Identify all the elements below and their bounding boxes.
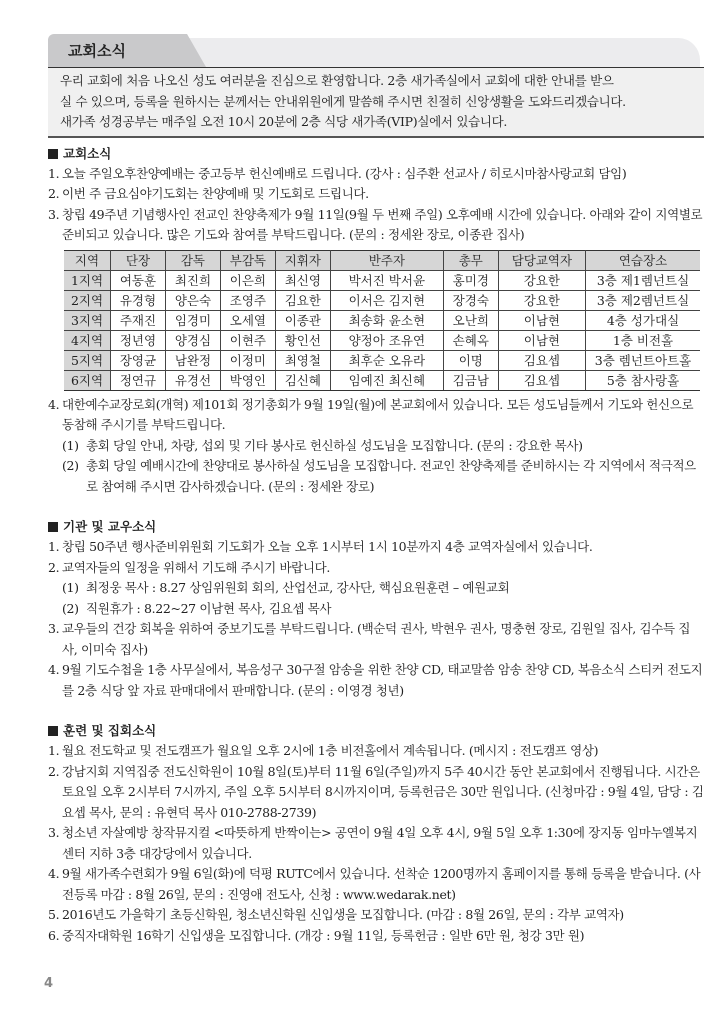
item-text: 청소년 자살예방 창작뮤지컬 <따뜻하게 반짝이는> 공연이 9월 4일 오후 4시, 9월 5일 오후 1:30에 장지동 임마누엘복지센터 지하 3층 대강당에서 있습니다. <box>62 825 698 861</box>
cell: 양경심 <box>165 330 220 350</box>
column-header: 연습장소 <box>586 250 701 270</box>
cell: 이종관 <box>275 310 330 330</box>
cell: 양정아 조유연 <box>330 330 443 350</box>
cell: 박서진 박서윤 <box>330 270 443 290</box>
column-header: 부감독 <box>220 250 275 270</box>
item-text: 2016년도 가을학기 초등신학원, 청소년신학원 신입생을 모집합니다. (마감 : 8월 26일, 문의 : 각부 교역자) <box>62 907 624 922</box>
welcome-line: 우리 교회에 처음 나오신 성도 여러분을 진심으로 환영합니다. 2층 새가족실에서 교회에 대한 안내를 받으 <box>60 73 614 88</box>
list-item <box>48 864 704 905</box>
column-header: 반주자 <box>330 250 443 270</box>
column-header: 지휘자 <box>275 250 330 270</box>
organizations-list <box>48 537 704 701</box>
cell: 최후순 오유라 <box>330 350 443 370</box>
sub-item-text: 직원휴가 : 8.22~27 이남현 목사, 김요셉 목사 <box>86 600 332 616</box>
section-title: 교회소식 <box>63 145 112 161</box>
welcome-box <box>48 67 704 138</box>
cell: 3층 제2렘넌트실 <box>586 290 701 310</box>
item-number: 6. <box>48 927 60 943</box>
cell: 임경미 <box>165 310 220 330</box>
list-item <box>48 558 704 579</box>
item-text: 오늘 주일오후찬양예배는 중고등부 헌신예배로 드립니다. (강사 : 심주환 선교사 / 히로시마참사랑교회 담임) <box>62 165 627 181</box>
list-item <box>48 823 704 864</box>
cell: 김금남 <box>443 370 498 390</box>
list-item <box>48 660 704 701</box>
cell: 정연규 <box>111 370 166 390</box>
square-bullet-icon <box>48 522 58 532</box>
cell: 여동훈 <box>111 270 166 290</box>
cell: 황인선 <box>275 330 330 350</box>
item-number: 2. <box>48 559 60 575</box>
page-title: 교회소식 <box>68 42 126 60</box>
cell: 김요셉 <box>498 370 585 390</box>
cell: 3층 제1렘넌트실 <box>586 270 701 290</box>
sub-item-number: (1) <box>62 580 79 595</box>
column-header: 담당교역자 <box>498 250 585 270</box>
cell: 이남현 <box>498 330 585 350</box>
item-text: 월요 전도학교 및 전도캠프가 월요일 오후 2시에 1층 비전홀에서 계속됩니다. (메시지 : 전도캠프 영상) <box>62 743 599 758</box>
cell: 강요한 <box>498 270 585 290</box>
table-row <box>64 310 700 330</box>
section-header-bar <box>48 34 704 67</box>
cell: 임예진 최신혜 <box>330 370 443 390</box>
list-item <box>48 537 704 558</box>
cell: 4지역 <box>64 330 111 350</box>
item-text: 강남지회 지역집중 전도신학원이 10월 8일(토)부터 11월 6일(주일)까지 5주 40시간 동안 본교회에서 진행됩니다. 시간은 토요일 오후 2시부터 7시까지, 주일 오후 5시부터 8시까지이며, 등록헌금은 30만 원입니다. (신청마감 : 9월 4일, 담당 : 김요셉 목사, 문의 : 유현덕 목사 010-2788-2739) <box>62 763 704 820</box>
table-row <box>64 350 700 370</box>
cell: 손혜옥 <box>443 330 498 350</box>
list-item <box>48 619 704 660</box>
cell: 최송화 윤소현 <box>330 310 443 330</box>
cell: 최진희 <box>165 270 220 290</box>
welcome-line: 새가족 성경공부는 매주일 오전 10시 20분에 2층 식당 새가족(VIP)실에서 있습니다. <box>60 114 508 129</box>
item-number: 3. <box>48 206 60 222</box>
item-text: 이번 주 금요심야기도회는 찬양예배 및 기도회로 드립니다. <box>62 186 369 201</box>
cell: 강요한 <box>498 290 585 310</box>
section-title: 훈련 및 집회소식 <box>63 723 157 738</box>
item-text: 중직자대학원 16학기 신입생을 모집합니다. (개강 : 9월 11일, 등록헌금 : 일반 6만 원, 청강 3만 원) <box>62 927 585 943</box>
sub-item <box>48 578 704 599</box>
cell: 주재진 <box>111 310 166 330</box>
list-item <box>48 164 704 185</box>
training-list <box>48 741 704 946</box>
cell: 6지역 <box>64 370 111 390</box>
cell: 김요셉 <box>498 350 585 370</box>
cell: 3지역 <box>64 310 111 330</box>
cell: 장영균 <box>111 350 166 370</box>
item-text: 창립 49주년 기념행사인 전교인 찬양축제가 9월 11일(9월 두 번째 주일) 오후예배 시간에 있습니다. 아래와 같이 지역별로 준비되고 있습니다. 많은 기도와 참여를 부탁드립니다. (문의 : 정세완 장로, 이종관 집사) <box>62 206 703 242</box>
square-bullet-icon <box>48 149 58 159</box>
item-text: 창립 50주년 행사준비위원회 기도회가 오늘 오후 1시부터 1시 10분까지 4층 교역자실에서 있습니다. <box>62 539 593 554</box>
cell: 이은희 <box>220 270 275 290</box>
square-bullet-icon <box>48 726 58 736</box>
item-number: 3. <box>48 825 60 840</box>
cell: 오난희 <box>443 310 498 330</box>
table-row <box>64 270 700 290</box>
table-row <box>64 330 700 350</box>
cell: 오세열 <box>220 310 275 330</box>
cell: 조영주 <box>220 290 275 310</box>
sub-item-text: 총회 당일 안내, 차량, 섭외 및 기타 봉사로 헌신하실 성도님을 모집합니다. (문의 : 강요한 목사) <box>86 437 583 453</box>
section-heading-church-news <box>48 144 704 164</box>
list-item <box>48 741 704 762</box>
table-header-row <box>64 250 700 270</box>
sub-item <box>48 456 704 497</box>
item-number: 1. <box>48 743 60 758</box>
item-number: 4. <box>48 396 60 412</box>
church-news-list <box>48 164 704 246</box>
cell: 1지역 <box>64 270 111 290</box>
newsletter-page <box>48 34 704 946</box>
cell: 유경선 <box>165 370 220 390</box>
item-number: 2. <box>48 763 60 779</box>
column-header: 단장 <box>111 250 166 270</box>
region-choir-table <box>64 250 700 391</box>
item-number: 3. <box>48 621 60 636</box>
section-heading-organizations <box>48 517 704 537</box>
section-heading-training <box>48 721 704 741</box>
cell: 4층 성가대실 <box>586 310 701 330</box>
sub-item-number: (1) <box>62 437 79 453</box>
cell: 2지역 <box>64 290 111 310</box>
item-number: 1. <box>48 165 60 181</box>
page-number: 4 <box>44 976 54 991</box>
list-item <box>48 184 704 205</box>
cell: 남완정 <box>165 350 220 370</box>
cell: 3층 렘넌트아트홀 <box>586 350 701 370</box>
sub-item <box>48 599 704 620</box>
item-text: 교역자들의 일정을 위해서 기도해 주시기 바랍니다. <box>62 559 330 575</box>
section-title: 기관 및 교우소식 <box>63 519 157 534</box>
item-text: 9월 새가족수련회가 9월 6일(화)에 덕평 RUTC에서 있습니다. 선착순 1200명까지 홈페이지를 통해 등록을 받습니다. (사전등록 마감 : 8월 26일, 문의 : 진영애 전도사, 신청 : www.wedarak.net) <box>62 866 701 902</box>
cell: 5지역 <box>64 350 111 370</box>
sub-item <box>48 436 704 457</box>
sub-item-number: (2) <box>62 458 79 473</box>
table-row <box>64 370 700 390</box>
cell: 김요한 <box>275 290 330 310</box>
column-header: 감독 <box>165 250 220 270</box>
item-number: 4. <box>48 662 60 677</box>
item-text: 교우들의 건강 회복을 위하여 중보기도를 부탁드립니다. (백순덕 권사, 박현우 권사, 명충현 장로, 김원일 집사, 김수득 집사, 이미숙 집사) <box>62 621 691 657</box>
cell: 최영철 <box>275 350 330 370</box>
list-item <box>48 926 704 947</box>
list-item <box>48 905 704 926</box>
cell: 장경숙 <box>443 290 498 310</box>
cell: 홍미경 <box>443 270 498 290</box>
cell: 이정미 <box>220 350 275 370</box>
sub-item-text: 총회 당일 예배시간에 찬양대로 봉사하실 성도님을 모집합니다. 전교인 찬양축제를 준비하시는 각 지역에서 적극적으로 참여해 주시면 감사하겠습니다. (문의 : 정세완 장로) <box>86 458 696 494</box>
sub-item-text: 최정웅 목사 : 8.27 상임위원회 회의, 산업선교, 강사단, 핵심요원훈련 – 예원교회 <box>86 580 510 595</box>
item-number: 5. <box>48 907 60 922</box>
cell: 이현주 <box>220 330 275 350</box>
cell: 1층 비전홀 <box>586 330 701 350</box>
general-assembly-item <box>48 395 704 498</box>
cell: 정년영 <box>111 330 166 350</box>
item-text: 9월 기도수첩을 1층 사무실에서, 복음성구 30구절 암송을 위한 찬양 CD, 태교말씀 암송 찬양 CD, 복음소식 스티커 전도지를 2층 식당 앞 자료 판매대에서 판매합니다. (문의 : 이영경 청년) <box>62 662 703 698</box>
welcome-line: 실 수 있으며, 등록을 원하시는 분께서는 안내위원에게 말씀해 주시면 친절히 신앙생활을 도와드리겠습니다. <box>60 93 626 109</box>
cell: 5층 참사랑홀 <box>586 370 701 390</box>
list-item <box>48 205 704 246</box>
cell: 유경형 <box>111 290 166 310</box>
sub-item-number: (2) <box>62 600 79 616</box>
item-number: 2. <box>48 186 60 201</box>
item-text: 대한예수교장로회(개혁) 제101회 정기총회가 9월 19일(월)에 본교회에서 있습니다. 모든 성도님들께서 기도와 헌신으로 동참해 주시기를 부탁드립니다. <box>62 396 694 432</box>
list-item <box>48 762 704 824</box>
item-number: 4. <box>48 866 60 881</box>
list-item <box>48 395 704 436</box>
table-row <box>64 290 700 310</box>
cell: 이서은 김지현 <box>330 290 443 310</box>
cell: 최신영 <box>275 270 330 290</box>
cell: 양은숙 <box>165 290 220 310</box>
column-header: 총무 <box>443 250 498 270</box>
cell: 김신혜 <box>275 370 330 390</box>
column-header: 지역 <box>64 250 111 270</box>
cell: 박영인 <box>220 370 275 390</box>
item-number: 1. <box>48 539 60 554</box>
cell: 이명 <box>443 350 498 370</box>
cell: 이남현 <box>498 310 585 330</box>
